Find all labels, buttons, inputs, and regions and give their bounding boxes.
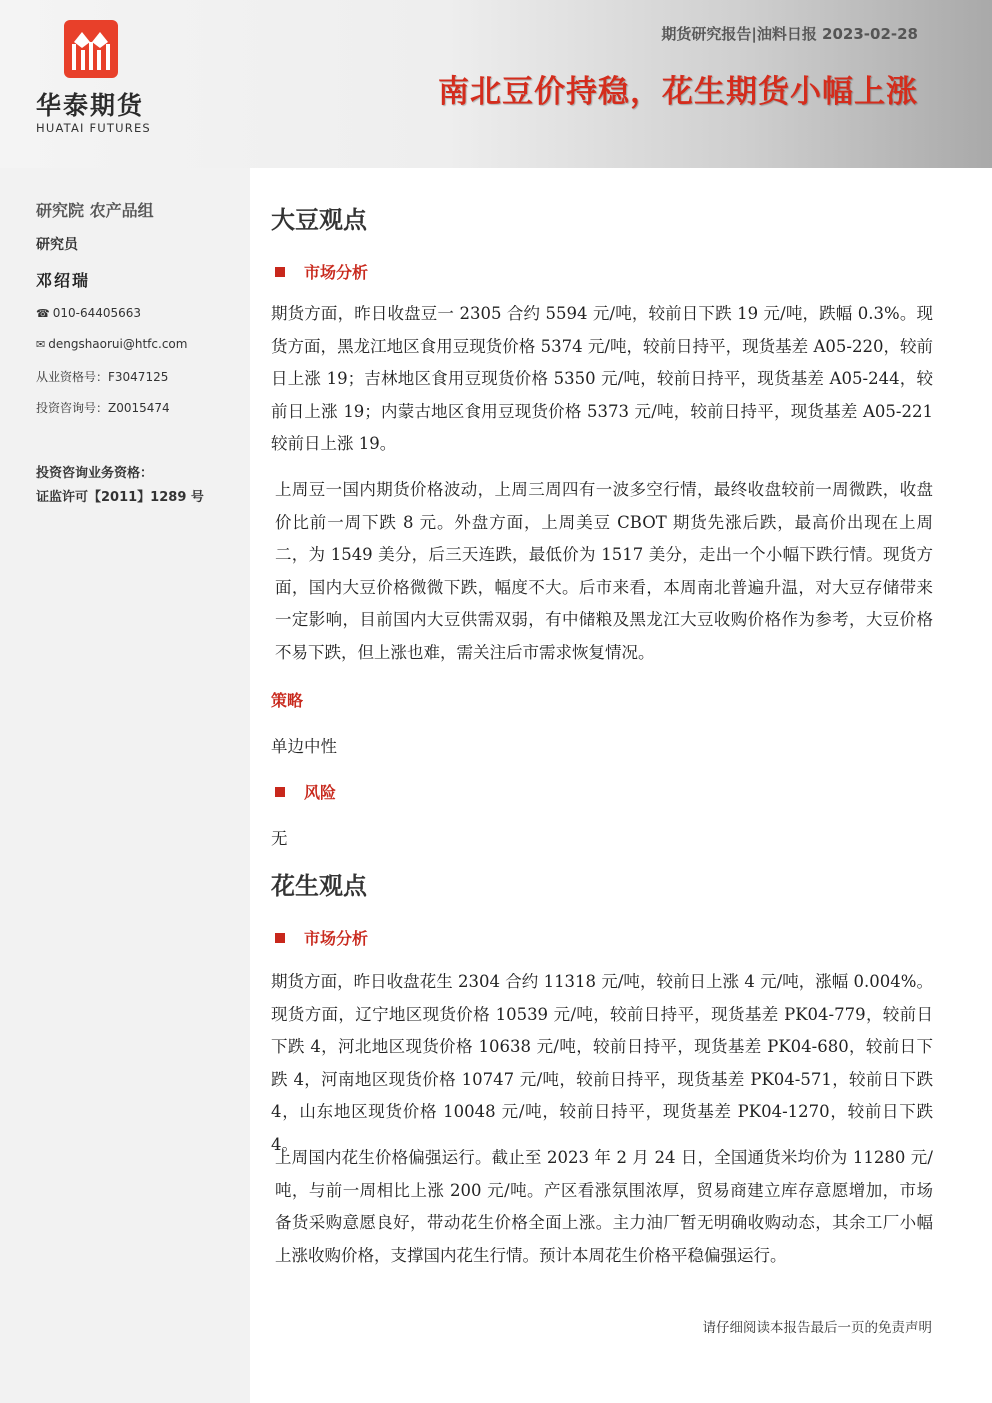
bullet-square-icon bbox=[275, 787, 285, 797]
bullet-square-icon bbox=[275, 933, 285, 943]
department: 研究院 农产品组 bbox=[36, 201, 154, 220]
soybean-risk-heading-label: 风险 bbox=[304, 783, 337, 802]
soybean-market-paragraph: 期货方面，昨日收盘豆一 2305 合约 5594 元/吨，较前日下跌 19 元/吨，跌幅 0.3%。现货方面，黑龙江地区食用豆现货价格 5374 元/吨，较前日持平，现货基差 A05-220，较前日上涨 19；吉林地区食用豆现货价格 5350 元/吨，较前日持平，现货基差 A05-244，较前日上涨 19；内蒙古地区食用豆现货价格 5373 元/吨，较前日持平，现货基差 A05-221 较前日上涨 19。 bbox=[271, 304, 933, 454]
phone-number: 010-64405663 bbox=[52, 306, 142, 320]
soybean-risk-heading bbox=[275, 780, 336, 803]
qualification-number: 从业资格号：F3047125 bbox=[36, 370, 169, 384]
disclaimer-note: 请仔细阅读本报告最后一页的免责声明 bbox=[702, 1320, 932, 1336]
huatai-logo-icon bbox=[64, 20, 118, 78]
author-sidebar bbox=[0, 168, 250, 1403]
peanut-heading: 花生观点 bbox=[271, 872, 367, 900]
peanut-market-paragraph: 期货方面，昨日收盘花生 2304 合约 11318 元/吨，较前日上涨 4 元/吨，涨幅 0.004%。现货方面，辽宁地区现货价格 10539 元/吨，较前日持平，现货基差 PK04-779，较前日下跌 4，河北地区现货价格 10638 元/吨，较前日持平，现货基差 PK04-680，较前日下跌 4，河南地区现货价格 10747 元/吨，较前日持平，现货基差 PK04-571，较前日下跌 4，山东地区现货价格 10048 元/吨，较前日持平，现货基差 PK04-1270，较前日下跌 4。 bbox=[271, 972, 933, 1154]
peanut-market-heading-label: 市场分析 bbox=[304, 929, 369, 948]
email-icon: ✉ bbox=[36, 338, 46, 351]
phone-icon: ☎ bbox=[36, 307, 50, 320]
author-phone bbox=[36, 306, 141, 320]
logo-english-name: HUATAI FUTURES bbox=[36, 121, 151, 135]
consulting-number: 投资咨询号：Z0015474 bbox=[36, 401, 170, 415]
company-logo bbox=[34, 20, 164, 140]
report-header bbox=[0, 0, 992, 168]
report-title: 南北豆价持稳，花生期货小幅上涨 bbox=[438, 74, 918, 110]
peanut-outlook-paragraph: 上周国内花生价格偏强运行。截止至 2023 年 2 月 24 日，全国通货米均价为 11280 元/吨，与前一周相比上涨 200 元/吨。产区看涨氛围浓厚，贸易商建立库存意愿增加，市场备货采购意愿良好，带动花生价格全面上涨。主力油厂暂无明确收购动态，其余工厂小幅上涨收购价格，支撑国内花生行情。预计本周花生价格平稳偏强运行。 bbox=[275, 1148, 933, 1265]
soybean-strategy-heading: 策略 bbox=[271, 691, 304, 710]
author-email[interactable] bbox=[36, 337, 187, 351]
soybean-heading: 大豆观点 bbox=[271, 206, 367, 234]
bullet-square-icon bbox=[275, 267, 285, 277]
soybean-market-heading-label: 市场分析 bbox=[304, 263, 369, 282]
soybean-strategy: 单边中性 bbox=[271, 737, 337, 756]
license-value: 证监许可【2011】1289 号 bbox=[36, 490, 204, 505]
soybean-risk: 无 bbox=[271, 829, 288, 848]
author-role: 研究员 bbox=[36, 237, 78, 253]
license-label: 投资咨询业务资格： bbox=[36, 466, 154, 481]
email-address[interactable]: dengshaorui@htfc.com bbox=[48, 337, 188, 351]
author-name: 邓绍瑞 bbox=[36, 271, 91, 290]
soybean-market-heading bbox=[275, 260, 368, 283]
logo-chinese-name: 华泰期货 bbox=[36, 91, 145, 120]
soybean-outlook-paragraph: 上周豆一国内期货价格波动，上周三周四有一波多空行情，最终收盘较前一周微跌，收盘价比前一周下跌 8 元。外盘方面，上周美豆 CBOT 期货先涨后跌，最高价出现在上周二，为 1549 美分，后三天连跌，最低价为 1517 美分，走出一个小幅下跌行情。现货方面，国内大豆价格微微下跌，幅度不大。后市来看，本周南北普遍升温，对大豆存储带来一定影响，目前国内大豆供需双弱，有中储粮及黑龙江大豆收购价格作为参考，大豆价格不易下跌，但上涨也难，需关注后市需求恢复情况。 bbox=[275, 480, 933, 662]
peanut-market-heading bbox=[275, 926, 368, 949]
report-type-date: 期货研究报告|油料日报 2023-02-28 bbox=[661, 25, 918, 43]
